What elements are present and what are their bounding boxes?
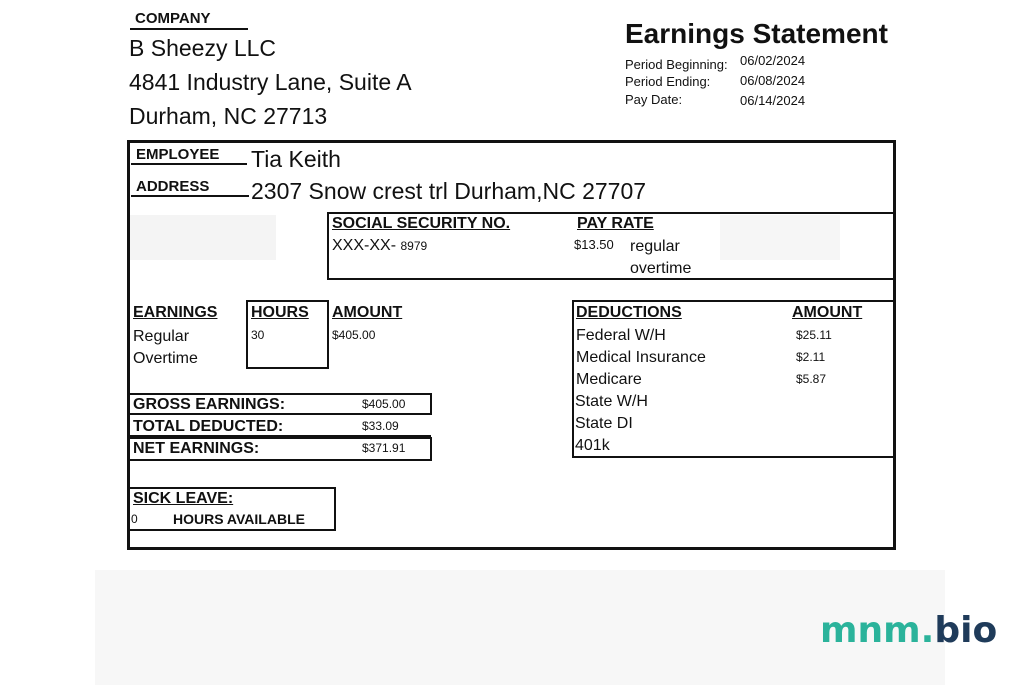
ssn-prefix: XXX-XX- xyxy=(332,237,397,254)
sick-leave-hours-label: HOURS AVAILABLE xyxy=(173,511,305,527)
sick-leave-hours: 0 xyxy=(131,512,138,526)
deduction-state-di-name: State DI xyxy=(575,415,633,432)
background-residue-bottom xyxy=(95,570,945,685)
earnings-header: EARNINGS xyxy=(133,304,218,321)
pay-rate-value: $13.50 xyxy=(574,237,614,252)
brand-watermark xyxy=(820,610,997,651)
pay-rate-overtime: overtime xyxy=(630,260,692,277)
deduction-state-wh-name: State W/H xyxy=(575,393,648,410)
ssn-value xyxy=(332,237,427,255)
total-deducted-label: TOTAL DEDUCTED: xyxy=(133,418,284,435)
ssn-last4: 8979 xyxy=(400,239,428,253)
amount-header: AMOUNT xyxy=(332,304,403,321)
sick-leave-label-text: SICK LEAVE: xyxy=(133,490,234,507)
period-beginning-label: Period Beginning: xyxy=(625,57,728,72)
deductions-amount-header: AMOUNT xyxy=(792,304,863,321)
statement-title: Earnings Statement xyxy=(625,18,888,49)
employee-label-underline xyxy=(131,163,247,165)
period-ending-label: Period Ending: xyxy=(625,74,711,89)
employee-address: 2307 Snow crest trl Durham,NC 27707 xyxy=(251,178,647,204)
brand-watermark-part2: bio xyxy=(934,610,998,651)
brand-watermark-part1: mnm. xyxy=(820,610,935,651)
deduction-medicare-amount: $5.87 xyxy=(796,372,827,386)
total-deducted-value: $33.09 xyxy=(362,419,399,433)
deduction-federal-name: Federal W/H xyxy=(576,327,666,344)
company-label: COMPANY xyxy=(135,10,211,27)
employee-name: Tia Keith xyxy=(251,146,341,172)
deduction-medical-name: Medical Insurance xyxy=(576,349,706,366)
period-ending-value: 06/08/2024 xyxy=(740,73,806,88)
earnings-row-regular-type: Regular xyxy=(133,328,190,345)
ssn-label: SOCIAL SECURITY NO. xyxy=(332,215,511,232)
hours-header: HOURS xyxy=(251,304,309,321)
deduction-401k-name: 401k xyxy=(575,437,610,454)
earnings-row-regular-amount: $405.00 xyxy=(332,328,376,342)
period-beginning-value: 06/02/2024 xyxy=(740,53,806,68)
deduction-medicare-name: Medicare xyxy=(576,371,642,388)
gross-earnings-value: $405.00 xyxy=(362,397,406,411)
deduction-medical-amount: $2.11 xyxy=(796,350,826,364)
deductions-header: DEDUCTIONS xyxy=(576,304,682,321)
earnings-row-regular-hours: 30 xyxy=(251,328,265,342)
pay-date-label: Pay Date: xyxy=(625,92,683,107)
pay-rate-label: PAY RATE xyxy=(577,215,654,232)
company-label-underline xyxy=(130,28,248,30)
gross-earnings-label: GROSS EARNINGS: xyxy=(133,396,286,413)
pay-rate-regular: regular xyxy=(630,238,680,255)
company-address-line2: Durham, NC 27713 xyxy=(129,103,328,129)
sick-leave-label xyxy=(133,490,233,508)
deduction-federal-amount: $25.11 xyxy=(796,328,832,342)
earnings-row-overtime-type: Overtime xyxy=(133,350,198,367)
address-label: ADDRESS xyxy=(136,178,210,195)
pay-date-value: 06/14/2024 xyxy=(740,93,806,108)
net-earnings-label: NET EARNINGS: xyxy=(133,440,260,457)
company-name: B Sheezy LLC xyxy=(129,35,277,61)
net-earnings-value: $371.91 xyxy=(362,441,406,455)
employee-label: EMPLOYEE xyxy=(136,146,220,163)
company-address-line1: 4841 Industry Lane, Suite A xyxy=(129,69,412,95)
address-label-underline xyxy=(131,195,249,197)
